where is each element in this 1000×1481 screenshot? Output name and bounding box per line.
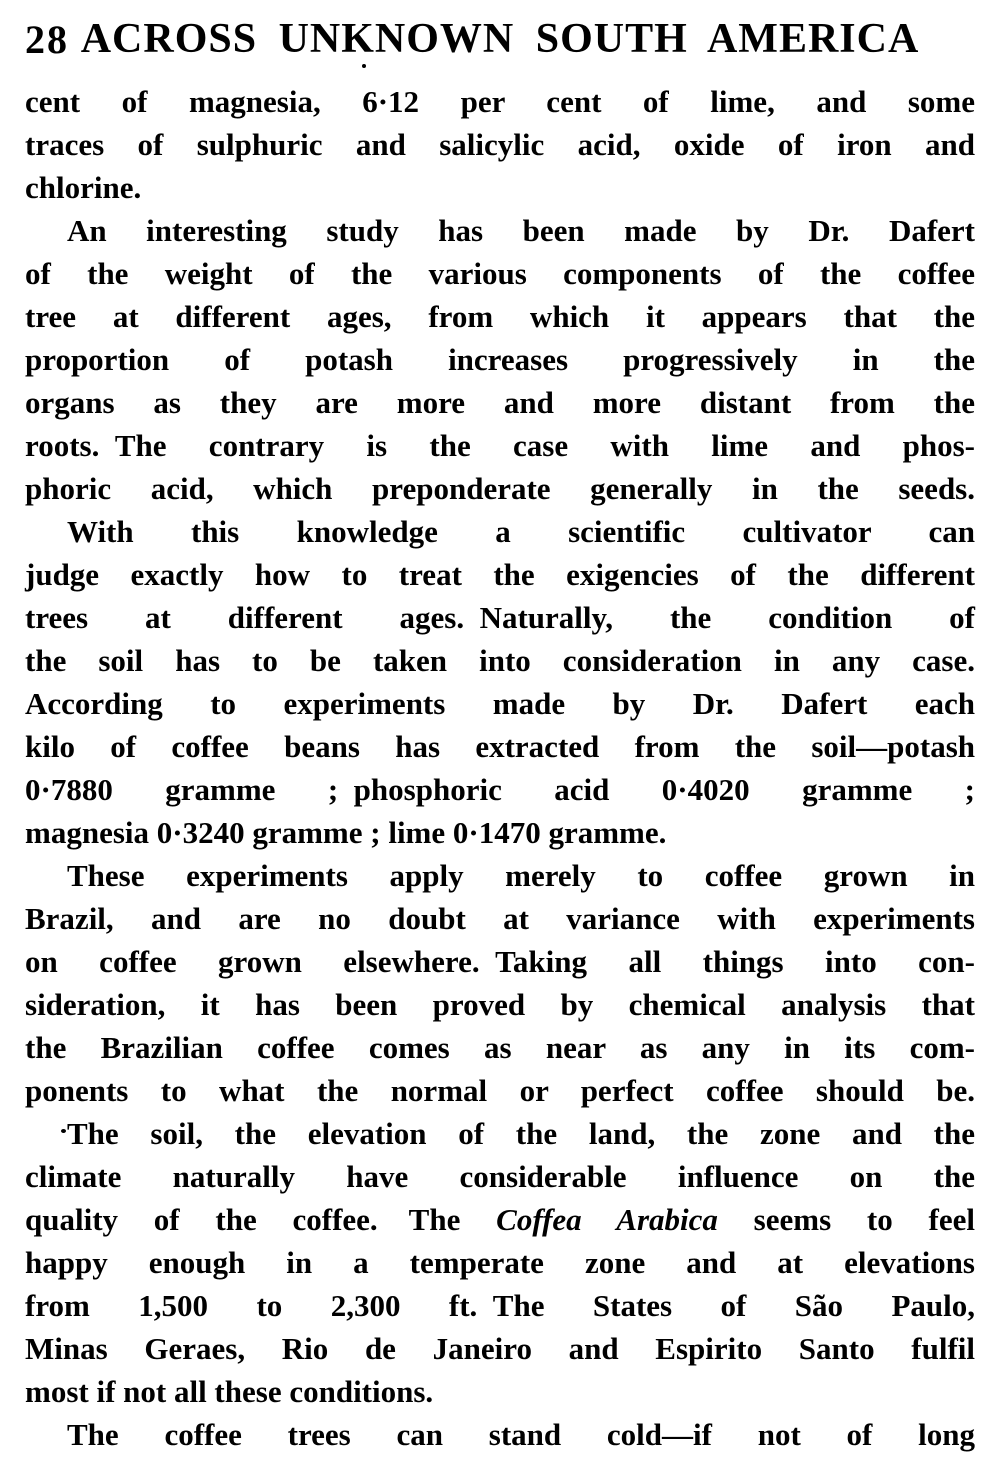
text-line: kilo of coffee beans has extracted from the soil—potash [25,729,975,764]
text-line: Brazil, and are no doubt at variance with experiments [25,901,975,936]
running-head [25,16,975,64]
page-body [25,80,975,1456]
scan-speck [61,1129,66,1133]
text-line: from 1,500 to 2,300 ft. The States of São Paulo, [25,1288,975,1323]
paragraph [25,854,975,1112]
text-line: sideration, it has been proved by chemical analysis that [25,987,975,1022]
text-line: the soil has to be taken into consideration in any case. [25,643,975,678]
scan-speck [362,64,366,68]
text-line: roots. The contrary is the case with lime and phos- [25,428,975,463]
text-line: most if not all these conditions. [25,1374,434,1409]
paragraph [25,80,975,209]
text-line: cent of magnesia, 6·12 per cent of lime, and some [25,84,975,119]
text-line: magnesia 0·3240 gramme ; lime 0·1470 gramme. [25,815,667,850]
text-line: phoric acid, which preponderate generally in the seeds. [25,471,975,506]
paragraph [25,510,975,854]
page-number: 28 [25,17,69,62]
paragraph [25,1112,975,1413]
paragraph [25,209,975,510]
text-line: the Brazilian coffee comes as near as any in its com- [25,1030,975,1065]
text-line: An interesting study has been made by Dr. Dafert [67,213,975,248]
text-line: trees at different ages. Naturally, the condition of [25,600,975,635]
text-line: With this knowledge a scientific cultivator can [67,514,975,549]
text-line: 0·7880 gramme ; phosphoric acid 0·4020 gramme ; [25,772,975,807]
paragraph [25,1413,975,1456]
text-line: organs as they are more and more distant from the [25,385,975,420]
text-line: Minas Geraes, Rio de Janeiro and Espirito Santo fulfil [25,1331,975,1366]
text-line: ponents to what the normal or perfect coffee should be. [25,1073,975,1108]
text-line: judge exactly how to treat the exigencies of the different [25,557,975,592]
text-line: chlorine. [25,170,142,205]
text-line: The coffee trees can stand cold—if not of long [67,1417,975,1452]
text-line: happy enough in a temperate zone and at elevations [25,1245,975,1280]
text-line: These experiments apply merely to coffee grown in [67,858,975,893]
text-line: According to experiments made by Dr. Dafert each [25,686,975,721]
text-line: tree at different ages, from which it appears that the [25,299,975,334]
text-line: The soil, the elevation of the land, the zone and the [67,1116,975,1151]
running-title: ACROSS UNKNOWN SOUTH AMERICA [80,16,920,62]
text-line: traces of sulphuric and salicylic acid, oxide of iron and [25,127,975,162]
text-line: of the weight of the various components of the coffee [25,256,975,291]
text-line: on coffee grown elsewhere. Taking all things into con- [25,944,975,979]
text-line: quality of the coffee. The Coffea Arabica seems to feel [25,1202,975,1237]
text-line: climate naturally have considerable influence on the [25,1159,975,1194]
text-line: proportion of potash increases progressively in the [25,342,975,377]
